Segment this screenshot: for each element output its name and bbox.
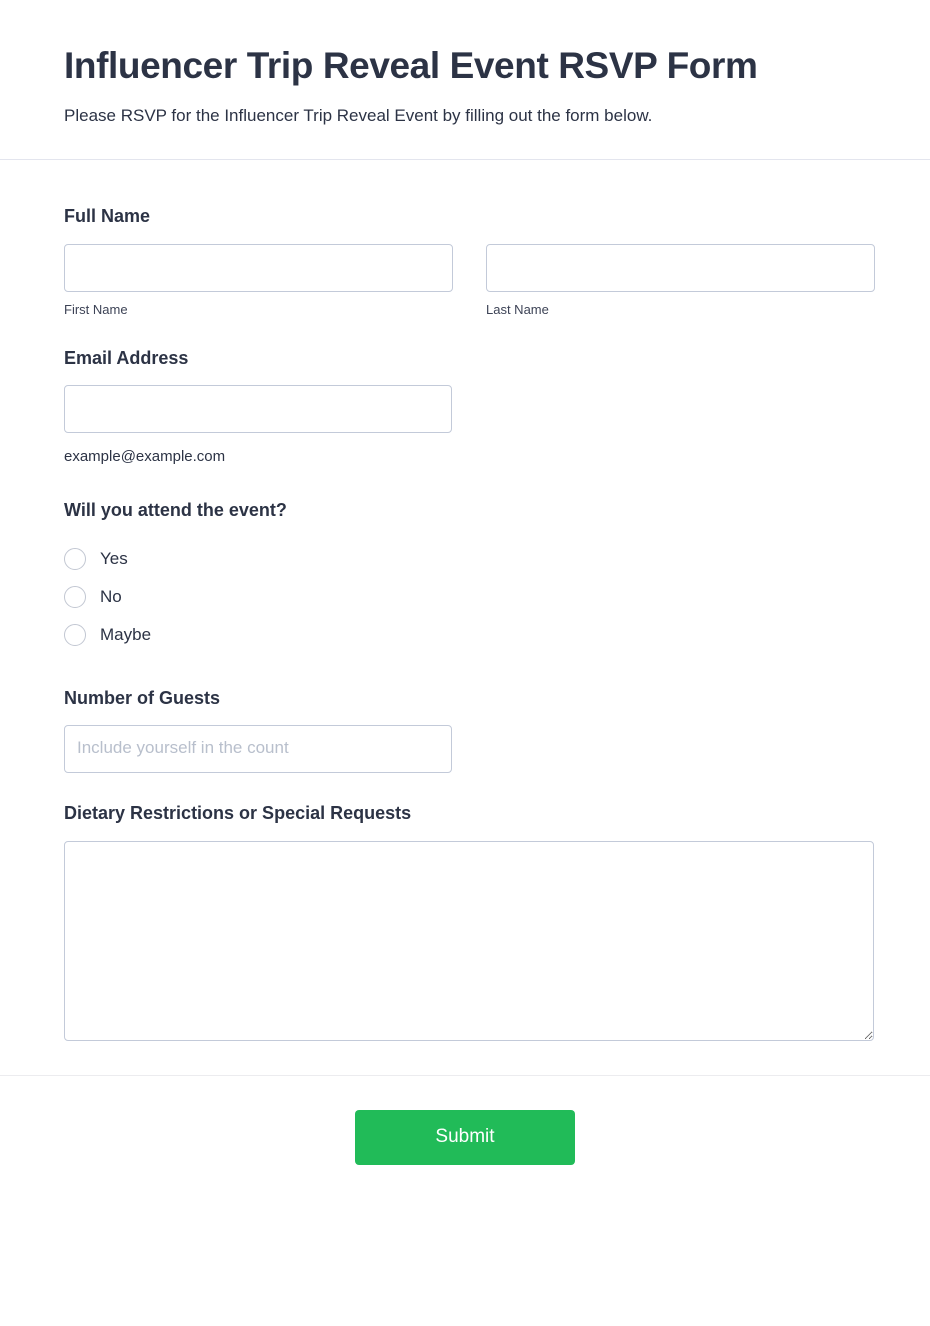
- form-footer: [0, 1076, 930, 1165]
- attendance-radio-group[interactable]: [64, 540, 866, 654]
- radio-option-maybe[interactable]: [64, 616, 866, 654]
- last-name-group: [486, 244, 875, 318]
- field-number-of-guests: [64, 688, 866, 774]
- field-email-address: [64, 348, 866, 467]
- radio-option-no[interactable]: [64, 578, 866, 616]
- guests-input[interactable]: [64, 725, 452, 773]
- full-name-row: [64, 244, 866, 318]
- email-label: Email Address: [64, 347, 189, 368]
- dietary-label: Dietary Restrictions or Special Requests: [64, 803, 412, 824]
- radio-circle-icon[interactable]: [64, 624, 86, 646]
- first-name-group: [64, 244, 453, 318]
- attendance-label: Will you attend the event?: [64, 500, 287, 521]
- form-header: [0, 0, 930, 159]
- radio-label-yes: Yes: [100, 549, 128, 569]
- dietary-textarea[interactable]: [64, 841, 874, 1041]
- radio-label-maybe: Maybe: [100, 625, 152, 645]
- field-full-name: [64, 206, 866, 317]
- first-name-sub-label: First Name: [64, 302, 128, 318]
- email-input[interactable]: [64, 385, 452, 433]
- submit-button[interactable]: Submit: [355, 1110, 575, 1165]
- radio-circle-icon[interactable]: [64, 586, 86, 608]
- last-name-input[interactable]: [486, 244, 875, 292]
- first-name-input[interactable]: [64, 244, 453, 292]
- guests-label: Number of Guests: [64, 687, 221, 708]
- full-name-label: Full Name: [64, 206, 151, 227]
- radio-circle-icon[interactable]: [64, 548, 86, 570]
- email-hint: example@example.com: [64, 448, 226, 466]
- field-attendance: [64, 500, 866, 654]
- form-body: [0, 160, 930, 1041]
- radio-option-yes[interactable]: [64, 540, 866, 578]
- field-dietary-restrictions: [64, 803, 866, 1041]
- radio-label-no: No: [100, 587, 122, 607]
- last-name-sub-label: Last Name: [486, 302, 549, 318]
- page-subtitle: Please RSVP for the Influencer Trip Reveal Event by filling out the form below.: [64, 105, 653, 125]
- page-title: Influencer Trip Reveal Event RSVP Form: [64, 45, 758, 86]
